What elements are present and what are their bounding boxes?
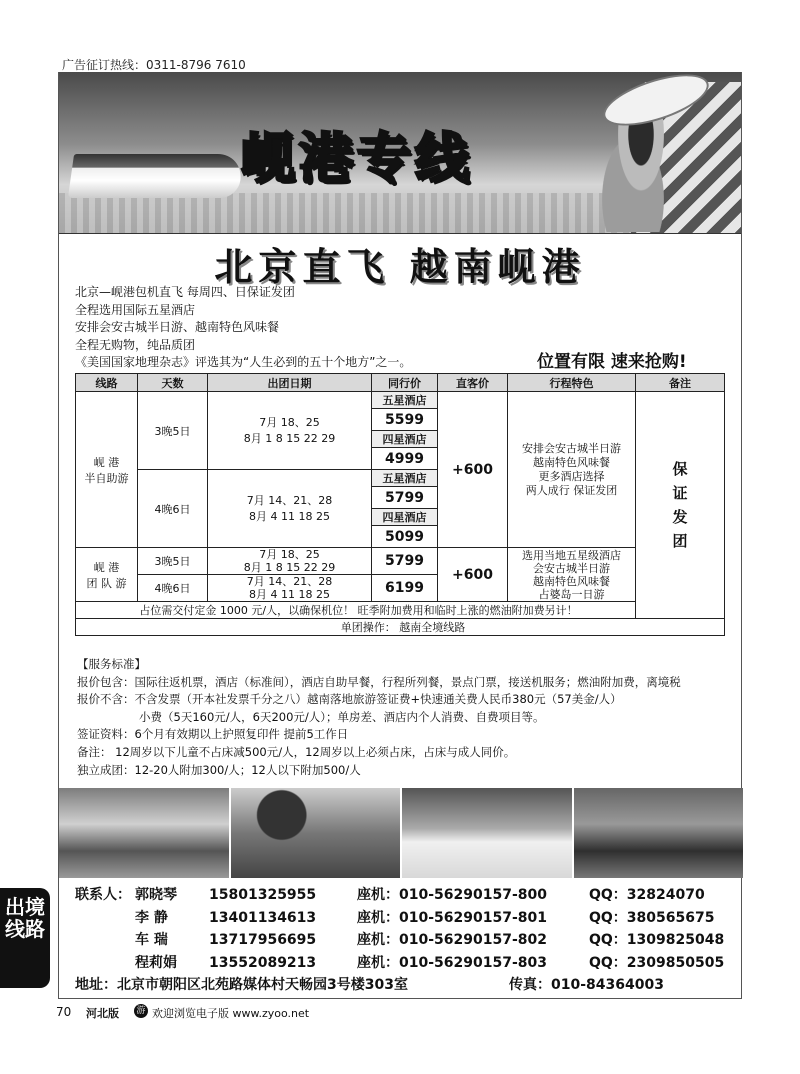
contact-row xyxy=(75,907,724,930)
section-tab: 出境线路 xyxy=(0,888,50,988)
address: 地址：北京市朝阳区北苑路媒体村天畅园3号楼303室 xyxy=(75,977,408,993)
contact-mobile: 15801325955 xyxy=(209,887,317,903)
contact-row xyxy=(75,952,724,975)
service-standards xyxy=(77,656,681,779)
contact-label: 联系人： xyxy=(75,887,131,903)
contact-tel: 座机：010-56290157-801 xyxy=(357,909,547,926)
trade-price: 5799 xyxy=(372,487,438,509)
intro-line: 《美国国家地理杂志》评选其为“人生必到的五十个地方”之一。 xyxy=(75,355,412,369)
services-heading: 【服务标准】 xyxy=(77,657,146,671)
website-link[interactable]: 欢迎浏览电子版 www.zyoo.net xyxy=(152,1007,310,1020)
slogan: 位置有限 速来抢购! xyxy=(537,352,687,372)
edition-label: 河北版 xyxy=(86,1007,119,1020)
intro-line: 全程选用国际五星酒店 xyxy=(75,302,196,317)
pool-photo xyxy=(574,788,744,878)
price-table xyxy=(75,373,725,636)
header-retail-price: 直客价 xyxy=(438,374,508,392)
intro-list xyxy=(75,284,411,372)
contact-tel: 座机：010-56290157-802 xyxy=(357,932,547,948)
days-cell: 3晚5日 xyxy=(138,548,208,575)
services-includes: 报价包含：国际往返机票，酒店（标准间），酒店自助早餐，行程所列餐，景点门票，接送机服务；燃油附加费，离境税 xyxy=(77,674,681,689)
subtitle: 北京直飞 越南岘港 xyxy=(214,244,586,289)
beach-photo xyxy=(402,788,572,878)
boat-image xyxy=(68,154,244,198)
retail-price: +600 xyxy=(438,548,508,602)
services-excludes: 报价不含：不含发票（开本社发票千分之八）越南落地旅游签证费+快速通关费人民币380元（57美金/人） xyxy=(77,692,622,707)
contact-name: 李 静 xyxy=(135,909,168,926)
advert-page xyxy=(58,72,742,998)
date-cell: 7月 14、21、28 8月 4 11 18 25 xyxy=(208,470,372,548)
single-group-note: 单团操作： 越南全境线路 xyxy=(76,619,725,636)
banner-title: 岘港专线 xyxy=(241,126,473,190)
photo-strip xyxy=(59,788,743,878)
page-number: 70 xyxy=(56,1005,72,1019)
route-free: 岘 港 半自助游 xyxy=(76,392,138,548)
contact-tel: 座机：010-56290157-800 xyxy=(357,887,547,903)
contact-name: 车 瑞 xyxy=(135,932,168,948)
contact-block xyxy=(75,884,724,997)
ad-hotline: 广告征订热线：0311-8796 7610 xyxy=(62,58,246,72)
trade-price: 6199 xyxy=(372,575,438,602)
palm-photo xyxy=(231,788,401,878)
magazine-logo-icon: 游 xyxy=(134,1004,148,1018)
contact-row xyxy=(75,929,724,952)
features-cell: 选用当地五星级酒店 会安古城半日游 越南特色风味餐 占婆岛一日游 xyxy=(508,548,636,602)
intro-line: 北京—岘港包机直飞 每周四、日保证发团 xyxy=(75,285,295,299)
services-solo: 独立成团：12-20人附加300/人；12人以下附加500/人 xyxy=(77,762,361,777)
retail-price: +600 xyxy=(438,392,508,548)
days-cell: 4晚6日 xyxy=(138,470,208,548)
services-remarks: 备注： 12周岁以下儿童不占床减500元/人，12周岁以上必须占床，占床与成人同价。 xyxy=(77,744,516,759)
contact-qq: QQ：1309825048 xyxy=(589,932,725,948)
date-cell: 7月 18、25 8月 1 8 15 22 29 xyxy=(208,392,372,470)
services-visa: 签证资料：6个月有效期以上护照复印件 提前5工作日 xyxy=(77,727,349,742)
services-tips: 小费（5天160元/人，6天200元/人）；单房差、酒店内个人消费、自费项目等。 xyxy=(139,709,545,724)
date-cell: 7月 18、25 8月 1 8 15 22 29 xyxy=(208,548,372,575)
trade-price: 5599 xyxy=(372,409,438,431)
features-cell: 安排会安古城半日游 越南特色风味餐 更多酒店选择 两人成行 保证发团 xyxy=(508,392,636,548)
footer-divider xyxy=(58,998,742,999)
contact-qq: QQ：32824070 xyxy=(589,887,705,903)
hotel-tier: 五星酒店 xyxy=(372,392,438,409)
contact-name: 郭晓琴 xyxy=(135,887,177,903)
hotel-tier: 五星酒店 xyxy=(372,470,438,487)
contact-name: 程莉娟 xyxy=(135,954,177,971)
banner-image xyxy=(59,72,741,234)
contact-row xyxy=(75,884,724,907)
trade-price: 5799 xyxy=(372,548,438,575)
contact-tel: 座机：010-56290157-803 xyxy=(357,954,547,971)
fax: 传真：010-84364003 xyxy=(509,977,664,993)
hotel-tier: 四星酒店 xyxy=(372,431,438,448)
table-header-row xyxy=(76,374,725,392)
contact-mobile: 13717956695 xyxy=(209,932,317,948)
intro-line: 全程无购物，纯品质团 xyxy=(75,337,196,352)
header-notes: 备注 xyxy=(636,374,725,392)
deposit-note: 占位需交付定金 1000 元/人，以确保机位！ 旺季附加费用和临时上涨的燃油附加费另计！ xyxy=(76,602,636,619)
header-route: 线路 xyxy=(76,374,138,392)
route-group: 岘 港 团 队 游 xyxy=(76,548,138,602)
contact-qq: QQ：380565675 xyxy=(589,909,715,926)
contact-mobile: 13552089213 xyxy=(209,954,317,971)
header-features: 行程特色 xyxy=(508,374,636,392)
date-cell: 7月 14、21、28 8月 4 11 18 25 xyxy=(208,575,372,602)
days-cell: 3晚5日 xyxy=(138,392,208,470)
header-days: 天数 xyxy=(138,374,208,392)
trade-price: 5099 xyxy=(372,526,438,548)
hotel-tier: 四星酒店 xyxy=(372,509,438,526)
contact-qq: QQ：2309850505 xyxy=(589,954,725,971)
note-cell: 保 证 发 团 xyxy=(636,392,725,619)
resort-photo xyxy=(59,788,229,878)
days-cell: 4晚6日 xyxy=(138,575,208,602)
contact-mobile: 13401134613 xyxy=(209,909,317,926)
intro-line: 安排会安古城半日游、越南特色风味餐 xyxy=(75,320,280,334)
header-dates: 出团日期 xyxy=(208,374,372,392)
address-row xyxy=(75,974,724,997)
trade-price: 4999 xyxy=(372,448,438,470)
header-trade-price: 同行价 xyxy=(372,374,438,392)
